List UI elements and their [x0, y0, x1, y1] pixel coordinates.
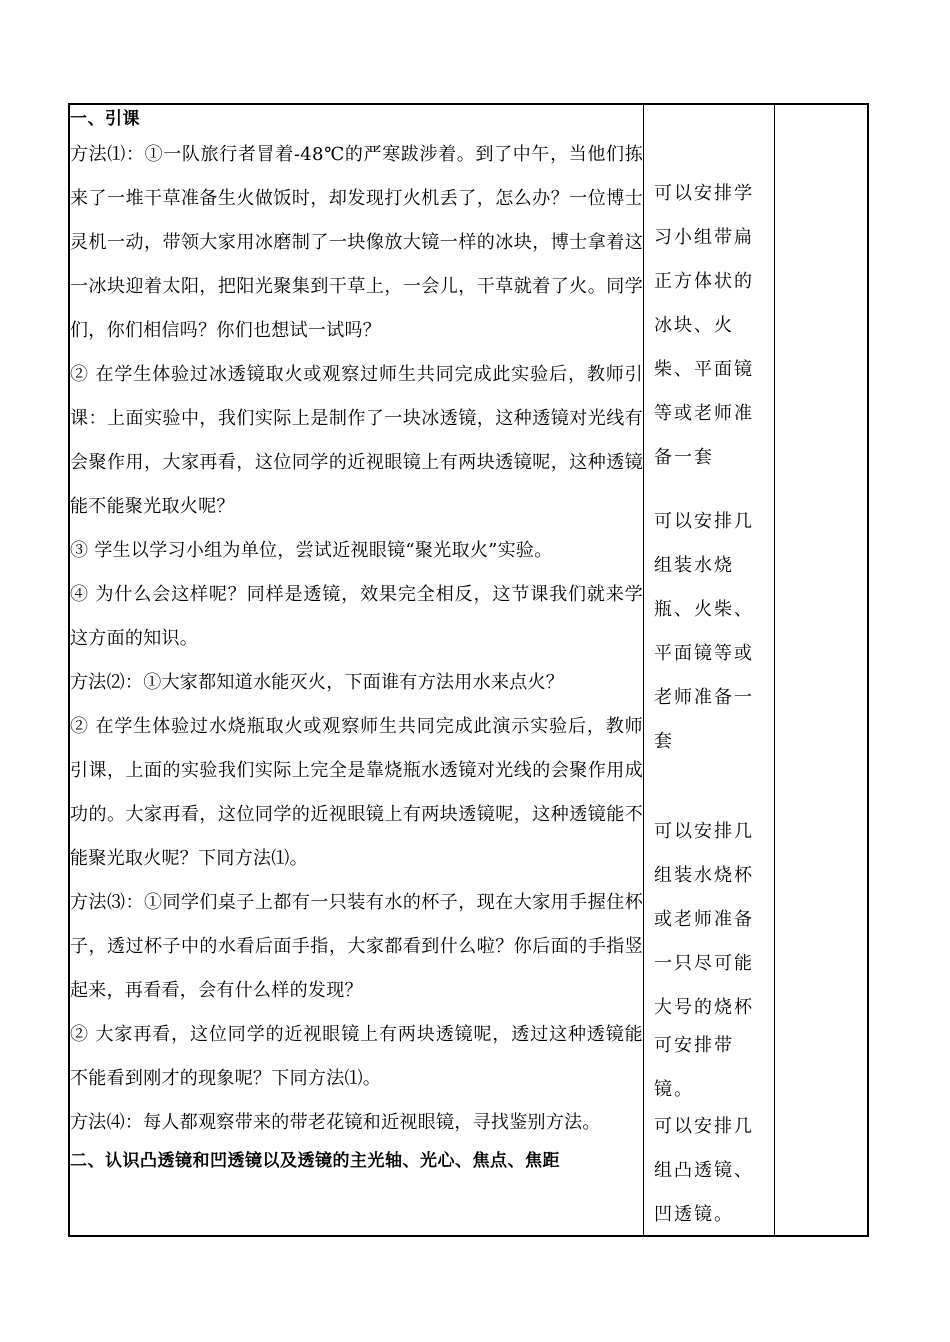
paragraph-method-1-step-3: ③ 学生以学习小组为单位，尝试近视眼镜“聚光取火”实验。: [70, 540, 553, 561]
paragraph-method-3-step-2: ② 大家再看，这位同学的近视眼镜上有两块透镜呢，透过这种透镜能不能看到刚才的现象呢？下同方法⑴。: [70, 1024, 643, 1089]
paragraph-method-1-step-4: ④ 为什么会这样呢？同样是透镜，效果完全相反，这节课我们就来学这方面的知识。: [70, 584, 643, 649]
notes-cell: [644, 104, 775, 1236]
teaching-process-cell: [69, 104, 644, 1236]
paragraph-method-1-step-2: ② 在学生体验过冰透镜取火或观察过师生共同完成此实验后，教师引课：上面实验中，我们实际上是制作了一块冰透镜，这种透镜对光线有会聚作用，大家再看，这位同学的近视眼镜上有两块透镜呢，这种透镜能不能聚光取火呢？: [70, 364, 643, 517]
paragraph-method-4: 方法⑷：每人都观察带来的带老花镜和近视眼镜，寻找鉴别方法。: [70, 1112, 601, 1133]
table-row: [69, 104, 868, 1236]
blank-cell: [775, 104, 869, 1236]
section-heading-lenses: 二、认识凸透镜和凹透镜以及透镜的主光轴、光心、焦点、焦距: [70, 1151, 560, 1171]
paragraph-method-1: 方法⑴：①一队旅行者冒着-48℃的严寒跋涉着。到了中午，当他们拣来了一堆干草准备生火做饭时，却发现打火机丢了，怎么办？一位博士灵机一动，带领大家用冰磨制了一块像放大镜一样的冰块，博士拿着这一冰块迎着太阳，把阳光聚集到干草上，一会儿，干草就着了火。同学们，你们相信吗？你们也想试一试吗？: [70, 144, 643, 341]
note-beaker: 可以安排几组装水烧杯或老师准备一只尽可能大号的烧杯: [654, 821, 754, 1018]
note-lenses: 可以安排几组凸透镜、凹透镜。: [654, 1116, 754, 1225]
paragraph-method-2: 方法⑵：①大家都知道水能灭火，下面谁有方法用水来点火？: [70, 672, 565, 693]
note-flask: 可以安排几组装水烧瓶、火柴、平面镜等或老师准备一套: [654, 511, 754, 752]
note-glasses: 可安排带镜。: [654, 1035, 734, 1100]
paragraph-method-2-step-2: ② 在学生体验过水烧瓶取火或观察师生共同完成此演示实验后，教师引课，上面的实验我们实际上完全是靠烧瓶水透镜对光线的会聚作用成功的。大家再看，这位同学的近视眼镜上有两块透镜呢，这种透镜能不能聚光取火呢？下同方法⑴。: [70, 716, 643, 869]
note-ice-lens: 可以安排学习小组带扁正方体状的冰块、火柴、平面镜等或老师准备一套: [654, 183, 754, 468]
paragraph-method-3: 方法⑶：①同学们桌子上都有一只装有水的杯子，现在大家用手握住杯子，透过杯子中的水看后面手指，大家都看到什么啦？你后面的手指竖起来，再看看，会有什么样的发现？: [70, 892, 643, 1001]
section-heading-intro: 一、引课: [70, 109, 140, 129]
lesson-plan-table: [68, 103, 869, 1237]
